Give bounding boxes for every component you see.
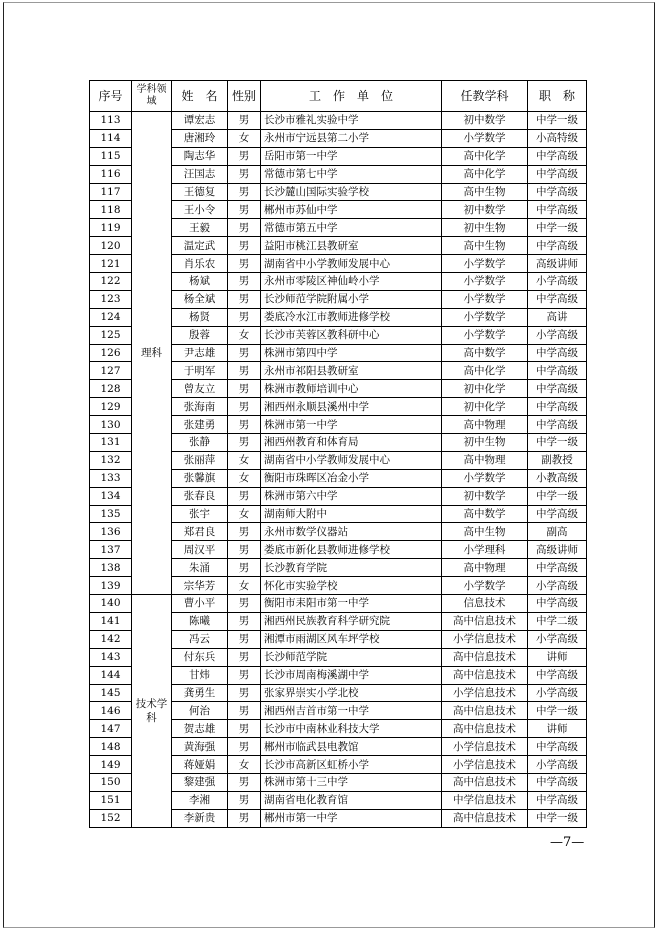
cell-unit: 长沙教育学院: [261, 559, 442, 577]
cell-gender: 女: [228, 756, 261, 774]
cell-gender: 女: [228, 469, 261, 487]
table-row: [90, 595, 587, 613]
header-seq: 序号: [90, 81, 132, 112]
cell-gender: 女: [228, 129, 261, 147]
cell-seq: 125: [90, 326, 132, 344]
cell-gender: 男: [228, 630, 261, 648]
cell-seq: 138: [90, 559, 132, 577]
cell-name: 龚勇生: [172, 684, 228, 702]
cell-name: 陈曦: [172, 612, 228, 630]
cell-seq: 134: [90, 487, 132, 505]
cell-gender: 男: [228, 183, 261, 201]
cell-gender: 男: [228, 147, 261, 165]
cell-seq: 146: [90, 702, 132, 720]
cell-gender: 男: [228, 684, 261, 702]
cell-name: 李湘: [172, 791, 228, 809]
cell-title: 中学高级: [528, 201, 587, 219]
cell-seq: 126: [90, 344, 132, 362]
cell-subject: 高中数学: [442, 505, 528, 523]
cell-title: 中学高级: [528, 147, 587, 165]
cell-title: 中学高级: [528, 398, 587, 416]
cell-title: 中学高级: [528, 738, 587, 756]
cell-gender: 男: [228, 434, 261, 452]
cell-gender: 男: [228, 237, 261, 255]
cell-seq: 124: [90, 308, 132, 326]
cell-gender: 男: [228, 255, 261, 273]
cell-subject: 小学数学: [442, 129, 528, 147]
header-name: 姓 名: [172, 81, 228, 112]
cell-subject: 高中信息技术: [442, 720, 528, 738]
cell-name: 张海南: [172, 398, 228, 416]
cell-subject: 中学信息技术: [442, 791, 528, 809]
cell-subject: 高中物理: [442, 416, 528, 434]
cell-subject: 高中生物: [442, 183, 528, 201]
cell-title: 中学高级: [528, 344, 587, 362]
cell-seq: 130: [90, 416, 132, 434]
cell-seq: 127: [90, 362, 132, 380]
cell-name: 张宇: [172, 505, 228, 523]
cell-subject: 初中数学: [442, 112, 528, 130]
cell-title: 中学高级: [528, 505, 587, 523]
cell-unit: 长沙麓山国际实验学校: [261, 183, 442, 201]
cell-seq: 147: [90, 720, 132, 738]
cell-gender: 男: [228, 666, 261, 684]
cell-name: 王小令: [172, 201, 228, 219]
header-unit: 工 作 单 位: [261, 81, 442, 112]
cell-subject: 高中生物: [442, 237, 528, 255]
cell-subject: 高中生物: [442, 523, 528, 541]
cell-gender: 男: [228, 201, 261, 219]
cell-subject: 小学信息技术: [442, 684, 528, 702]
cell-unit: 湖南省中小学教师发展中心: [261, 451, 442, 469]
cell-name: 温定武: [172, 237, 228, 255]
cell-subject: 高中信息技术: [442, 648, 528, 666]
cell-seq: 117: [90, 183, 132, 201]
cell-name: 朱涌: [172, 559, 228, 577]
cell-unit: 郴州市第一中学: [261, 809, 442, 827]
cell-field: 理科: [132, 112, 172, 595]
cell-name: 唐湘玲: [172, 129, 228, 147]
cell-gender: 男: [228, 523, 261, 541]
cell-title: 讲师: [528, 720, 587, 738]
cell-title: 中学高级: [528, 165, 587, 183]
cell-unit: 湘西州吉首市第一中学: [261, 702, 442, 720]
cell-seq: 145: [90, 684, 132, 702]
header-subject: 任教学科: [442, 81, 528, 112]
cell-subject: 信息技术: [442, 595, 528, 613]
cell-seq: 139: [90, 577, 132, 595]
cell-title: 讲师: [528, 648, 587, 666]
cell-name: 王毅: [172, 219, 228, 237]
cell-gender: 男: [228, 398, 261, 416]
cell-title: 中学一级: [528, 702, 587, 720]
cell-title: 中学高级: [528, 595, 587, 613]
cell-unit: 长沙市周南梅溪湖中学: [261, 666, 442, 684]
cell-gender: 女: [228, 326, 261, 344]
cell-unit: 张家界崇实小学北校: [261, 684, 442, 702]
cell-seq: 122: [90, 273, 132, 291]
cell-unit: 衡阳市珠晖区冶金小学: [261, 469, 442, 487]
cell-unit: 永州市零陵区神仙岭小学: [261, 273, 442, 291]
cell-seq: 131: [90, 434, 132, 452]
cell-subject: 高中信息技术: [442, 612, 528, 630]
roster-table: [89, 80, 587, 828]
cell-name: 黄海强: [172, 738, 228, 756]
cell-title: 小教高级: [528, 469, 587, 487]
cell-title: 中学高级: [528, 416, 587, 434]
cell-unit: 湖南师大附中: [261, 505, 442, 523]
cell-subject: 小学信息技术: [442, 738, 528, 756]
cell-title: 中学高级: [528, 773, 587, 791]
cell-title: 小学高级: [528, 326, 587, 344]
cell-unit: 株洲市第十三中学: [261, 773, 442, 791]
cell-seq: 137: [90, 541, 132, 559]
cell-seq: 140: [90, 595, 132, 613]
cell-gender: 男: [228, 362, 261, 380]
cell-subject: 高中物理: [442, 559, 528, 577]
cell-unit: 岳阳市第一中学: [261, 147, 442, 165]
cell-subject: 高中数学: [442, 344, 528, 362]
cell-seq: 132: [90, 451, 132, 469]
cell-subject: 初中化学: [442, 380, 528, 398]
cell-title: 中学高级: [528, 237, 587, 255]
cell-gender: 男: [228, 738, 261, 756]
cell-unit: 长沙市中南林业科技大学: [261, 720, 442, 738]
cell-title: 中学一级: [528, 112, 587, 130]
cell-name: 尹志雄: [172, 344, 228, 362]
cell-title: 中学高级: [528, 290, 587, 308]
cell-seq: 143: [90, 648, 132, 666]
cell-seq: 113: [90, 112, 132, 130]
cell-unit: 衡阳市耒阳市第一中学: [261, 595, 442, 613]
cell-unit: 株洲市第四中学: [261, 344, 442, 362]
cell-gender: 男: [228, 648, 261, 666]
cell-gender: 男: [228, 720, 261, 738]
cell-title: 小学高级: [528, 273, 587, 291]
cell-unit: 常德市第七中学: [261, 165, 442, 183]
cell-subject: 小学数学: [442, 577, 528, 595]
cell-title: 高级讲师: [528, 255, 587, 273]
cell-subject: 高中信息技术: [442, 773, 528, 791]
cell-seq: 150: [90, 773, 132, 791]
cell-subject: 小学数学: [442, 469, 528, 487]
header-title: 职 称: [528, 81, 587, 112]
cell-gender: 男: [228, 380, 261, 398]
cell-subject: 高中信息技术: [442, 702, 528, 720]
cell-unit: 益阳市桃江县教研室: [261, 237, 442, 255]
cell-subject: 高中物理: [442, 451, 528, 469]
cell-seq: 118: [90, 201, 132, 219]
cell-name: 李新贵: [172, 809, 228, 827]
cell-seq: 121: [90, 255, 132, 273]
cell-name: 张春良: [172, 487, 228, 505]
cell-unit: 长沙师范学院附属小学: [261, 290, 442, 308]
cell-subject: 高中化学: [442, 362, 528, 380]
cell-unit: 湘潭市雨湖区风车坪学校: [261, 630, 442, 648]
cell-unit: 湘西州民族教育科学研究院: [261, 612, 442, 630]
cell-unit: 株洲市第一中学: [261, 416, 442, 434]
cell-name: 曾友立: [172, 380, 228, 398]
cell-unit: 长沙师范学院: [261, 648, 442, 666]
header-gender: 性别: [228, 81, 261, 112]
cell-seq: 114: [90, 129, 132, 147]
cell-gender: 男: [228, 344, 261, 362]
cell-name: 冯云: [172, 630, 228, 648]
cell-title: 中学一级: [528, 487, 587, 505]
cell-unit: 永州市数学仪器站: [261, 523, 442, 541]
cell-seq: 119: [90, 219, 132, 237]
cell-seq: 128: [90, 380, 132, 398]
cell-gender: 男: [228, 773, 261, 791]
cell-unit: 永州市宁远县第二小学: [261, 129, 442, 147]
cell-title: 中学高级: [528, 666, 587, 684]
cell-name: 张静: [172, 434, 228, 452]
cell-subject: 小学信息技术: [442, 756, 528, 774]
cell-title: 中学高级: [528, 183, 587, 201]
cell-subject: 小学数学: [442, 290, 528, 308]
cell-unit: 长沙市高新区虹桥小学: [261, 756, 442, 774]
cell-unit: 株洲市教师培训中心: [261, 380, 442, 398]
cell-seq: 120: [90, 237, 132, 255]
cell-gender: 男: [228, 273, 261, 291]
cell-subject: 小学数学: [442, 255, 528, 273]
cell-title: 中学一级: [528, 809, 587, 827]
cell-title: 中学二级: [528, 612, 587, 630]
cell-seq: 144: [90, 666, 132, 684]
cell-title: 中学高级: [528, 380, 587, 398]
cell-seq: 123: [90, 290, 132, 308]
cell-subject: 小学数学: [442, 308, 528, 326]
cell-title: 中学一级: [528, 434, 587, 452]
cell-title: 中学一级: [528, 219, 587, 237]
cell-name: 甘炜: [172, 666, 228, 684]
cell-title: 中学高级: [528, 559, 587, 577]
cell-name: 谭宏志: [172, 112, 228, 130]
roster-body: [90, 112, 587, 828]
cell-name: 曹小平: [172, 595, 228, 613]
cell-name: 张丽萍: [172, 451, 228, 469]
cell-name: 何治: [172, 702, 228, 720]
cell-subject: 高中化学: [442, 165, 528, 183]
cell-name: 杨斌: [172, 273, 228, 291]
cell-title: 副教授: [528, 451, 587, 469]
cell-unit: 湘西州永顺县溪州中学: [261, 398, 442, 416]
cell-name: 杨全斌: [172, 290, 228, 308]
cell-subject: 小学数学: [442, 326, 528, 344]
cell-gender: 男: [228, 219, 261, 237]
cell-seq: 136: [90, 523, 132, 541]
cell-subject: 小学数学: [442, 273, 528, 291]
cell-subject: 小学信息技术: [442, 630, 528, 648]
page-number: —7—: [550, 835, 585, 850]
cell-name: 肖乐农: [172, 255, 228, 273]
cell-subject: 初中数学: [442, 201, 528, 219]
cell-subject: 初中数学: [442, 487, 528, 505]
cell-gender: 男: [228, 595, 261, 613]
cell-unit: 湘西州教育和体育局: [261, 434, 442, 452]
cell-unit: 株洲市第六中学: [261, 487, 442, 505]
cell-field: 技术学科: [132, 595, 172, 828]
cell-title: 小学高级: [528, 756, 587, 774]
cell-subject: 高中化学: [442, 147, 528, 165]
cell-subject: 初中生物: [442, 219, 528, 237]
cell-name: 张馨旗: [172, 469, 228, 487]
cell-name: 汪国志: [172, 165, 228, 183]
cell-gender: 女: [228, 505, 261, 523]
cell-name: 殷蓉: [172, 326, 228, 344]
cell-gender: 男: [228, 791, 261, 809]
cell-unit: 长沙市雅礼实验中学: [261, 112, 442, 130]
cell-seq: 135: [90, 505, 132, 523]
cell-title: 小高特级: [528, 129, 587, 147]
cell-name: 贺志雄: [172, 720, 228, 738]
cell-gender: 男: [228, 612, 261, 630]
cell-subject: 初中化学: [442, 398, 528, 416]
cell-seq: 151: [90, 791, 132, 809]
cell-unit: 长沙市芙蓉区教科研中心: [261, 326, 442, 344]
cell-gender: 男: [228, 112, 261, 130]
cell-gender: 男: [228, 290, 261, 308]
cell-seq: 141: [90, 612, 132, 630]
cell-unit: 湖南省中小学教师发展中心: [261, 255, 442, 273]
cell-gender: 男: [228, 702, 261, 720]
cell-name: 付东兵: [172, 648, 228, 666]
cell-name: 黎建强: [172, 773, 228, 791]
cell-gender: 男: [228, 308, 261, 326]
cell-seq: 148: [90, 738, 132, 756]
cell-title: 小学高级: [528, 684, 587, 702]
cell-name: 宗华芳: [172, 577, 228, 595]
cell-subject: 初中生物: [442, 434, 528, 452]
cell-name: 郑君良: [172, 523, 228, 541]
cell-title: 中学高级: [528, 362, 587, 380]
cell-title: 小学高级: [528, 577, 587, 595]
cell-unit: 怀化市实验学校: [261, 577, 442, 595]
cell-title: 小学高级: [528, 630, 587, 648]
cell-name: 王德复: [172, 183, 228, 201]
cell-title: 中学高级: [528, 791, 587, 809]
cell-name: 于明军: [172, 362, 228, 380]
cell-unit: 永州市祁阳县教研室: [261, 362, 442, 380]
cell-unit: 娄底市新化县教师进修学校: [261, 541, 442, 559]
cell-gender: 男: [228, 487, 261, 505]
cell-gender: 女: [228, 577, 261, 595]
cell-unit: 常德市第五中学: [261, 219, 442, 237]
cell-seq: 133: [90, 469, 132, 487]
cell-gender: 男: [228, 541, 261, 559]
cell-gender: 男: [228, 809, 261, 827]
cell-subject: 高中信息技术: [442, 666, 528, 684]
header-field: 学科领域: [132, 81, 172, 112]
cell-gender: 男: [228, 165, 261, 183]
cell-name: 张建勇: [172, 416, 228, 434]
cell-gender: 女: [228, 451, 261, 469]
cell-subject: 高中信息技术: [442, 809, 528, 827]
cell-unit: 郴州市苏仙中学: [261, 201, 442, 219]
cell-seq: 142: [90, 630, 132, 648]
cell-seq: 116: [90, 165, 132, 183]
cell-title: 高讲: [528, 308, 587, 326]
cell-unit: 湖南省电化教育馆: [261, 791, 442, 809]
cell-name: 周汉平: [172, 541, 228, 559]
cell-unit: 娄底冷水江市教师进修学校: [261, 308, 442, 326]
cell-title: 高级讲师: [528, 541, 587, 559]
cell-name: 蒋娅娟: [172, 756, 228, 774]
cell-seq: 152: [90, 809, 132, 827]
cell-gender: 男: [228, 416, 261, 434]
cell-seq: 115: [90, 147, 132, 165]
cell-title: 副高: [528, 523, 587, 541]
cell-seq: 129: [90, 398, 132, 416]
table-row: [90, 112, 587, 130]
cell-name: 陶志华: [172, 147, 228, 165]
cell-name: 杨贤: [172, 308, 228, 326]
cell-seq: 149: [90, 756, 132, 774]
cell-gender: 男: [228, 559, 261, 577]
cell-subject: 小学理科: [442, 541, 528, 559]
header-row: [90, 81, 587, 112]
cell-unit: 郴州市临武县电教馆: [261, 738, 442, 756]
